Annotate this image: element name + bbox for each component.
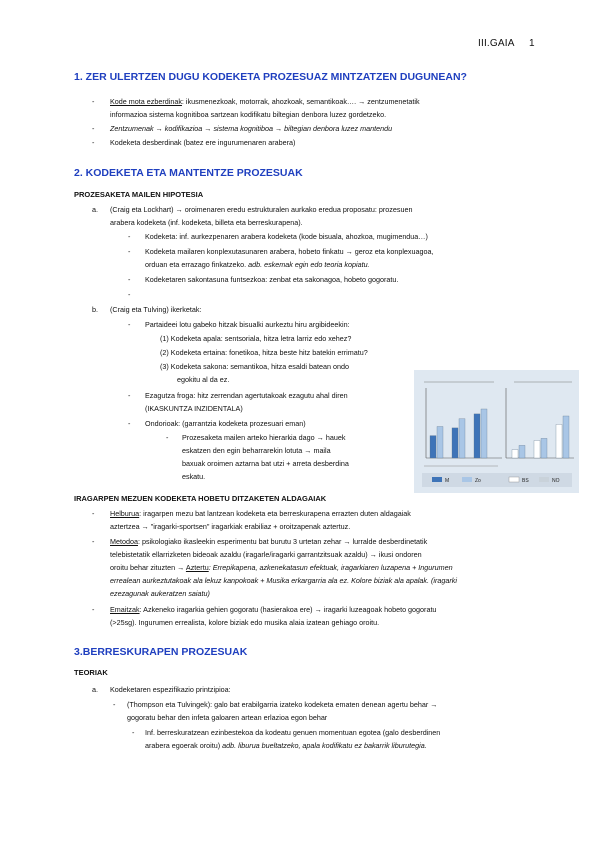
bullet-dash: -: [132, 728, 135, 737]
s2-c-item-1-text: : iragarpen mezu bat lantzean kodeketa eta berreskurapena errazten duten aldagaiak: [139, 509, 411, 518]
s3-item-1: (Thompson eta Tulvingek): galo bat erabilgarria izateko kodeketa ematen denean agertu behar →: [127, 700, 438, 709]
bullet-dash: -: [92, 138, 95, 147]
s2-b-item-3a-line-3: baxuak oroimen aztarna bat utzi + arreta desberdina: [182, 459, 349, 468]
header-title: III.GAIA: [478, 38, 515, 49]
s1-bullet-1-term: Kode mota ezberdinak: [110, 97, 182, 106]
s2-b-numbered-3: (3) Kodeketa sakona: semantikoa, hitza esaldi batean ondo: [160, 362, 349, 371]
chart-bar-zo-6: [563, 416, 569, 458]
s2-c-item-2-aztertu-text: : Errepikapena, azkenekatasun efektuak, iragarkiaren luzapena + Ingurumen: [208, 563, 453, 572]
bullet-dash: -: [166, 433, 169, 442]
s2-b-numbered-1: (1) Kodeketa apala: sentsoriala, hitza letra larriz edo xehez?: [160, 334, 352, 343]
s3-a-line-1: Kodeketaren espezifikazio printzipioa:: [110, 685, 231, 694]
legend-swatch-bs: [509, 477, 519, 482]
chart-bar-zo-3: [481, 409, 487, 458]
chart-bar-m-6: [556, 424, 562, 458]
chart-bar-zo-4: [519, 445, 525, 458]
section-2-heading: 2. KODEKETA ETA MANTENTZE PROZESUAK: [74, 167, 303, 179]
s2-c-item-2-line-4: errealean aurkeztutakoak ala lekuz kanpokoak + Musika erkargarria ala ez. Kolore biziak ala apalak. (iragarki: [110, 576, 457, 585]
s2-a-item-3: Kodeketaren sakontasuna funtsezkoa: zenbat eta sakonagoa, hobeto gogoratu.: [145, 275, 399, 284]
s2-a-item-2-example: adb. eskemak egin edo teoria kopiatu.: [246, 260, 370, 269]
chart-bar-m-3: [474, 414, 480, 458]
bullet-dash: -: [113, 700, 116, 709]
results-chart-figure: [414, 370, 579, 493]
s2-c-item-3-line-2: (>25sg). Ingurumen errealista, kolore biziak edo musika alaia izatean gehiago oroitu.: [110, 618, 380, 627]
subheading-teoriak: TEORIAK: [74, 668, 108, 677]
s2-a-item-1: Kodeketa: inf. aurkezpenaren arabera kodeketa (kode bisuala, ahozkoa, mugimendua…): [145, 232, 428, 241]
chart-bar-zo-2: [459, 419, 465, 458]
s2-b-line-1: (Craig eta Tulving) ikerketak:: [110, 305, 202, 314]
bullet-dash: -: [128, 320, 131, 329]
legend-label-bs: BS: [522, 478, 529, 484]
legend-swatch-m: [432, 477, 442, 482]
bullet-dash: -: [128, 419, 131, 428]
bullet-dash: -: [92, 537, 95, 546]
chart-bar-zo-5: [541, 438, 547, 458]
s2-c-item-3: [110, 603, 436, 616]
s3-item-2-example: adb. liburua bueltatzeko, apala kodifikatu ez bakarrik liburutegia.: [220, 741, 427, 750]
legend-label-no: NO: [552, 478, 560, 484]
s2-b-item-2-line-2: (IKASKUNTZA INZIDENTALA): [145, 404, 243, 413]
s2-c-item-2: [110, 535, 427, 548]
s3-item-1-line-2: gogoratu behar den infeta galoaren artean erlazioa egon behar: [127, 713, 328, 722]
chart-bar-m-4: [512, 450, 518, 458]
legend-swatch-no: [539, 477, 549, 482]
s2-c-item-1-term: Helburua: [110, 509, 140, 518]
s3-item-2-line-2: [145, 739, 427, 752]
page-number: 1: [529, 38, 535, 49]
s1-bullet-1-line-2: informazioa sistema kognitiboa sartzean kodifikatu biltegian denbora luzez gordetzeko.: [110, 110, 387, 119]
chart-bar-zo-1: [437, 427, 443, 459]
bullet-dash: -: [128, 247, 131, 256]
s2-c-item-2-text: : psikologiako ikasleekin esperimentu bat burutu 3 urtetan zehar → lurralde desberdinetatik: [137, 537, 428, 546]
s2-a-line-1: (Craig eta Lockhart) → oroimenaren eredu estrukturalen aurkako eredua proposatu: prozesuen: [110, 205, 413, 214]
s2-c-item-2-line-3: [110, 561, 453, 574]
s2-a-item-2-line-2: [145, 258, 370, 271]
subheading-prozesaketa: PROZESAKETA MAILEN HIPOTESIA: [74, 190, 204, 199]
s2-b-item-3: Ondorioak: (garrantzia kodeketa prozesuari eman): [145, 419, 306, 428]
bullet-dash: -: [92, 509, 95, 518]
chart-bar-m-1: [430, 436, 436, 458]
bullet-dash: -: [92, 97, 95, 106]
s3-item-2-text: arabera egoerak oroitu): [145, 741, 221, 750]
s2-c-item-1: [110, 507, 411, 520]
list-marker-a: a.: [92, 685, 98, 694]
legend-label-zo: Zo: [475, 478, 481, 484]
subheading-iragarpen: IRAGARPEN MEZUEN KODEKETA HOBETU DITZAKETEN ALDAGAIAK: [74, 494, 327, 503]
chart-bar-m-5: [534, 441, 540, 459]
s2-c-item-1-line-2: aztertzea → "iragarki-sportsen" iragarkiak erabiliaz + oroitzapenak aztertuz.: [110, 522, 351, 531]
s2-b-item-1: Partaideei lotu gabeko hitzak bisualki aurkeztu hiru argibideekin:: [145, 320, 350, 329]
s2-b-numbered-2: (2) Kodeketa ertaina: fonetikoa, hitza beste hitz batekin errimatu?: [160, 348, 368, 357]
s2-c-item-3-term: Emaitzak: [110, 605, 140, 614]
list-marker-b: b.: [92, 305, 98, 314]
s2-c-item-2-line-3-a: oroitu behar zituzten →: [110, 563, 186, 572]
chart-bar-m-2: [452, 428, 458, 458]
s2-b-numbered-3-line-2: egokitu al da ez.: [177, 375, 230, 384]
s2-a-item-2: Kodeketa mailaren konplexutasunaren arabera, hobeto finkatu → geroz eta konplexuagoa,: [145, 247, 434, 256]
s2-b-item-2: Ezagutza froga: hitz zerrendan agertutakoak ezagutu ahal diren: [145, 391, 348, 400]
s2-a-line-2: arabera kodeketa (inf. kodeketa, billeta eta berreskurapena).: [110, 218, 303, 227]
s3-item-2: Inf. berreskuratzean ezinbestekoa da kodeatu genuen momentuan egotea (galo desberdinen: [145, 728, 441, 737]
s2-c-item-3-text: : Azkeneko iragarkia gehien gogoratu (hasierakoa ere) → iragarki luzeagoak hobeto gogoratu: [139, 605, 437, 614]
section-3-heading: 3.BERRESKURAPEN PROZESUAK: [74, 646, 248, 658]
s2-c-item-2-line-5: ezezagunak aukeratzen saiatu): [110, 589, 210, 598]
s1-bullet-3: Kodeketa desberdinak (batez ere ingurumenaren arabera): [110, 138, 296, 147]
bullet-dash: -: [128, 275, 131, 284]
section-1-heading: 1. ZER ULERTZEN DUGU KODEKETA PROZESUAZ MINTZATZEN DUGUNEAN?: [74, 71, 467, 83]
s1-bullet-1-text: : ikusmenezkoak, motorrak, ahozkoak, semantikoak…. → zentzumenetatik: [181, 97, 420, 106]
results-chart: [414, 370, 579, 493]
running-header: [478, 38, 535, 49]
s2-a-item-2-text: orduan eta errazago finkatzeko.: [145, 260, 247, 269]
bullet-dash: -: [92, 605, 95, 614]
bullet-dash: -: [128, 232, 131, 241]
s2-c-item-2-line-2: telebistetatik ellarrizketen bideoak azaldu (iragarle/iragarki garrantzitsuak azaldu) → ikusi ondoren: [110, 550, 422, 559]
list-marker-a: a.: [92, 205, 98, 214]
s2-c-item-2-term: Metodoa: [110, 537, 138, 546]
s2-b-item-3a-line-2: eskatzen den egin beharrarekin lotuta → maila: [182, 446, 331, 455]
s2-c-item-2-aztertu: Aztertu: [185, 563, 209, 572]
bullet-dash: -: [92, 124, 95, 133]
legend-label-m: M: [445, 478, 450, 484]
bullet-dash: -: [128, 391, 131, 400]
legend-swatch-zo: [462, 477, 472, 482]
s2-b-item-3a-line-4: eskatu.: [182, 472, 206, 481]
s1-bullet-1: [110, 95, 420, 108]
s2-b-item-3a-line-1: Prozesaketa mailen arteko hierarkia dago → hauek: [182, 433, 346, 442]
s1-bullet-2: Zentzumenak → kodifikazioa → sistema kognitiboa → biltegian denbora luzez mantendu: [110, 124, 393, 133]
bullet-dash: -: [128, 290, 131, 299]
